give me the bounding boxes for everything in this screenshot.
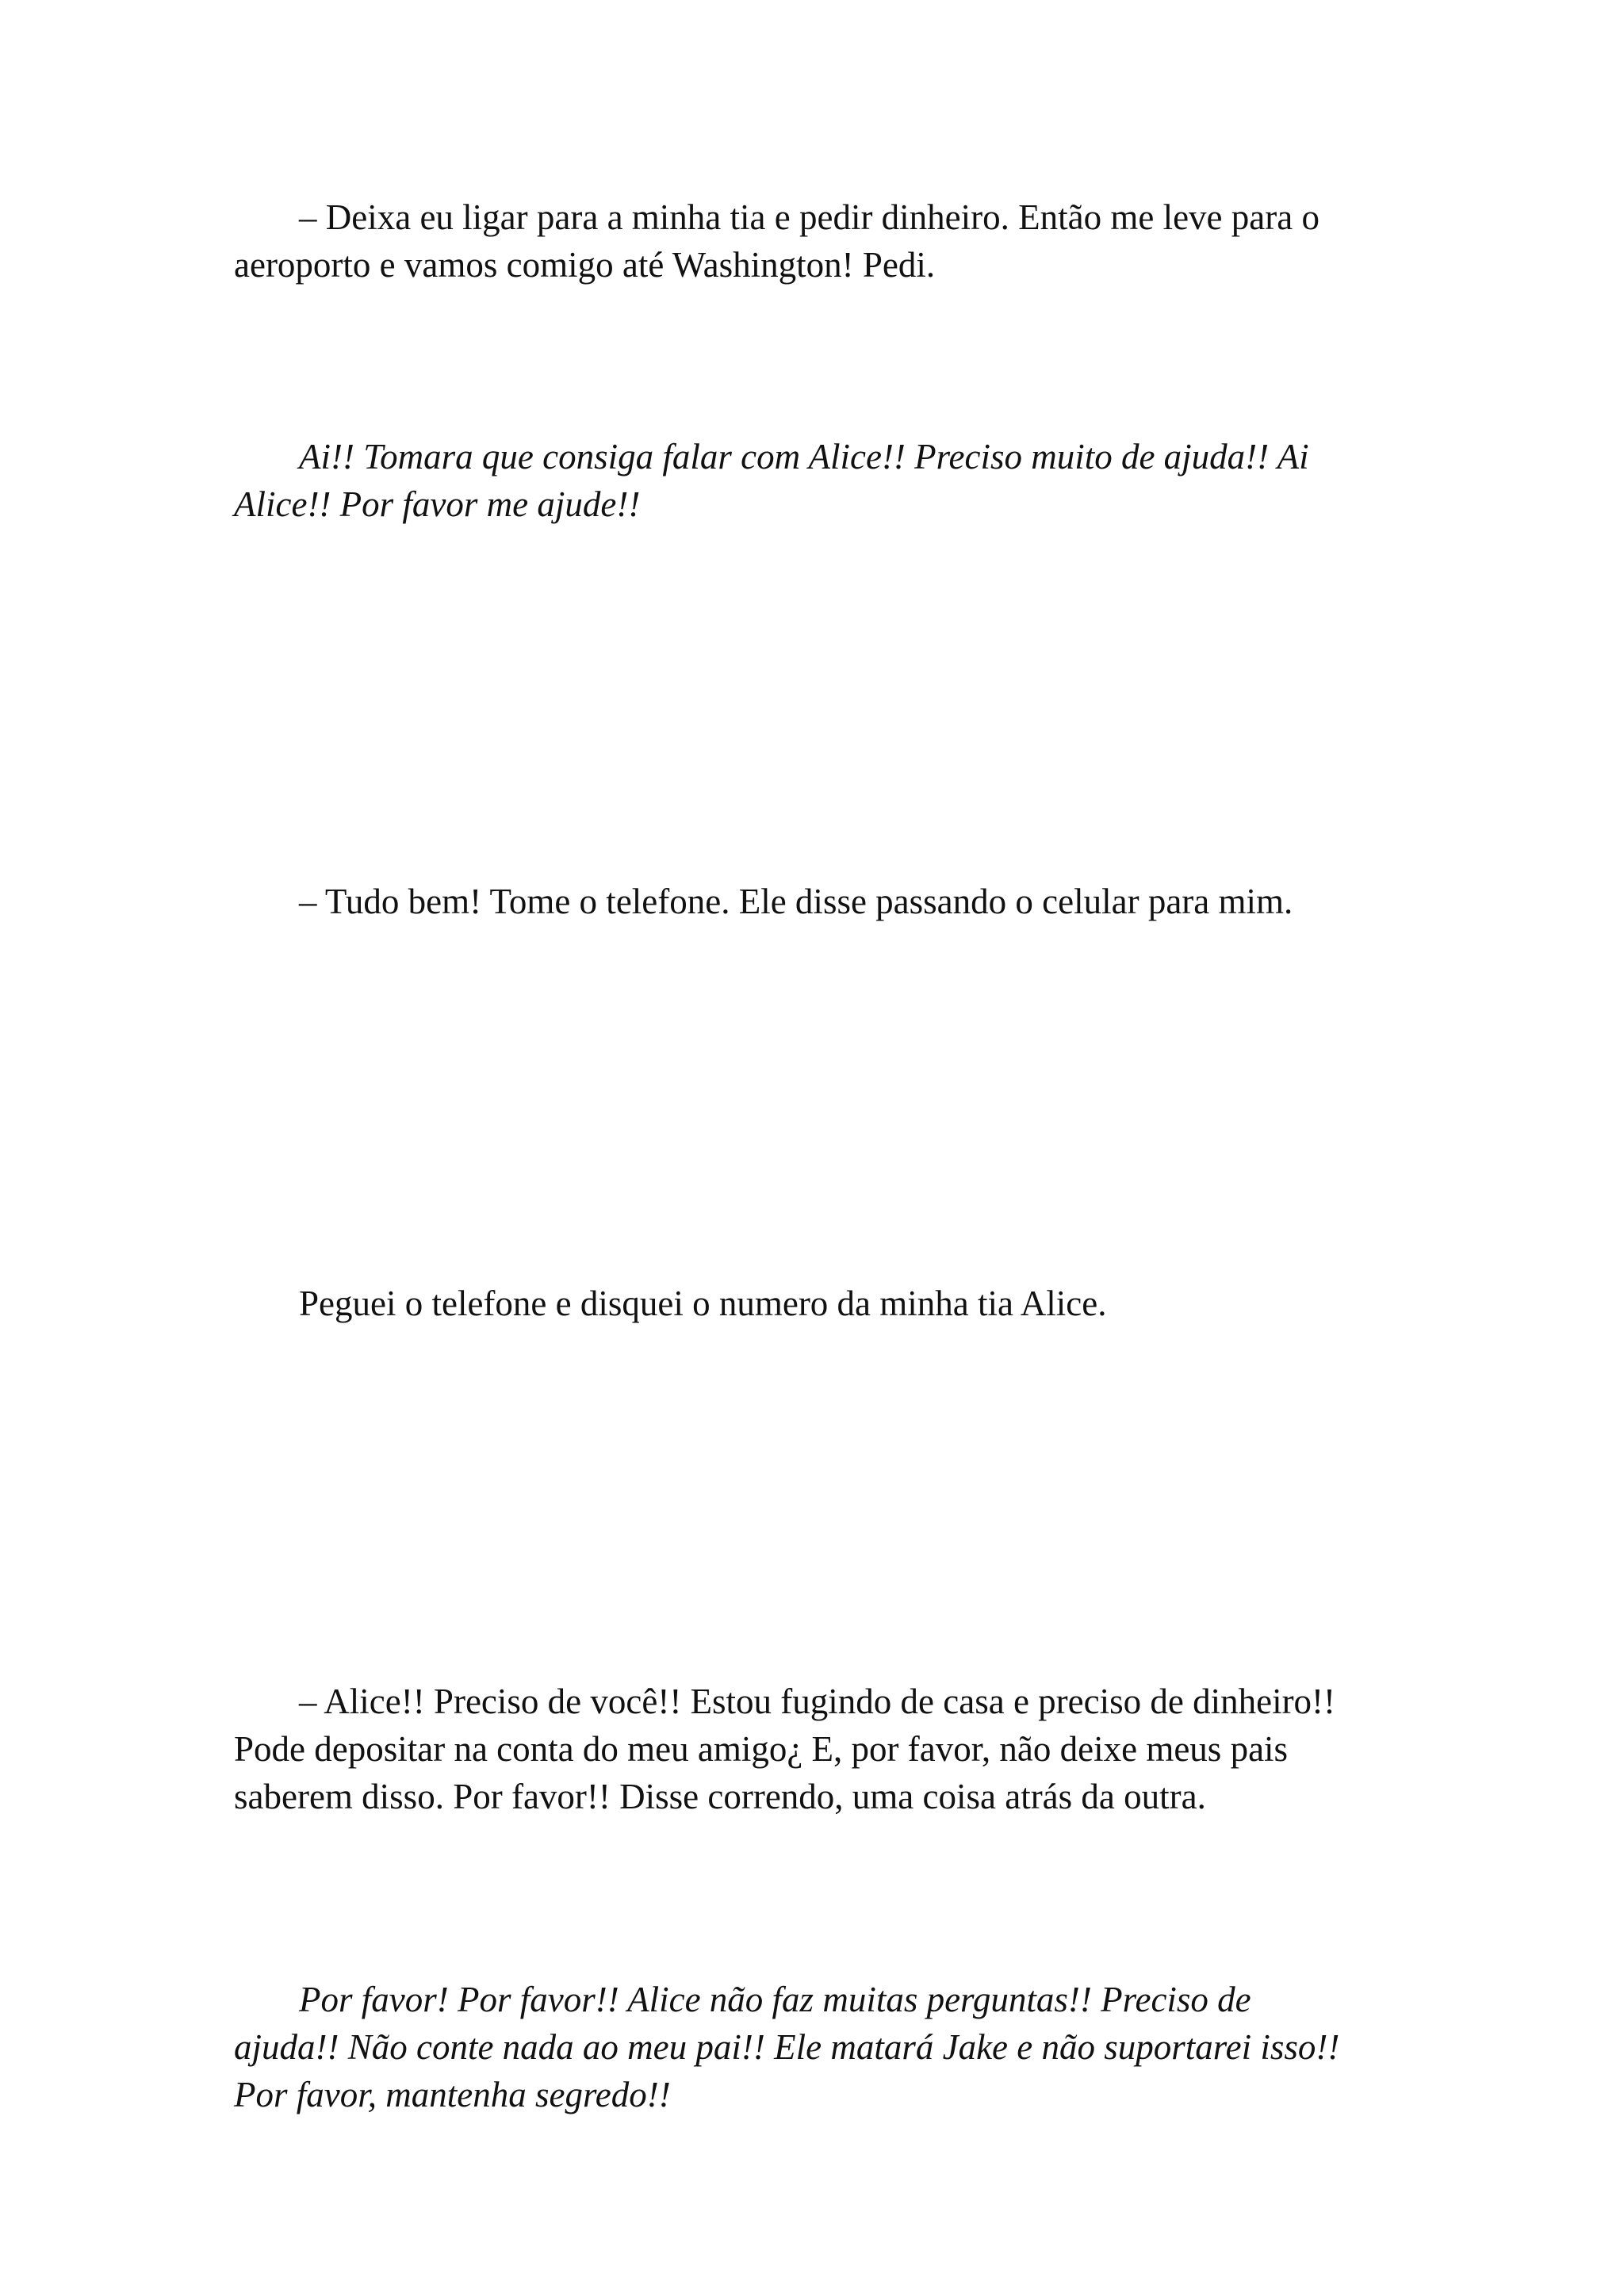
paragraph-5 bbox=[234, 1678, 1392, 1820]
paragraph-1-line-1: – Deixa eu ligar para a minha tia e pedir dinheiro. Então me leve para o bbox=[299, 197, 1320, 237]
paragraph-4-line-1: Peguei o telefone e disquei o numero da minha tia Alice. bbox=[299, 1284, 1107, 1323]
paragraph-2-italic bbox=[234, 433, 1392, 528]
paragraph-3 bbox=[234, 878, 1392, 925]
paragraph-2-line-2: Alice!! Por favor me ajude!! bbox=[234, 484, 641, 524]
paragraph-6-italic bbox=[234, 1976, 1392, 2118]
paragraph-2-line-1: Ai!! Tomara que consiga falar com Alice!! Preciso muito de ajuda!! Ai bbox=[299, 437, 1309, 476]
paragraph-1-line-2: aeroporto e vamos comigo até Washington! Pedi. bbox=[234, 245, 936, 285]
paragraph-6-line-2: ajuda!! Não conte nada ao meu pai!! Ele matará Jake e não suportarei isso!! bbox=[234, 2027, 1340, 2067]
paragraph-4 bbox=[234, 1280, 1392, 1327]
paragraph-6-line-3: Por favor, mantenha segredo!! bbox=[234, 2075, 671, 2114]
paragraph-1 bbox=[234, 193, 1392, 289]
paragraph-5-line-2: Pode depositar na conta do meu amigo¿ E, por favor, não deixe meus pais bbox=[234, 1729, 1289, 1769]
paragraph-5-line-1: – Alice!! Preciso de você!! Estou fugindo de casa e preciso de dinheiro!! bbox=[299, 1682, 1336, 1721]
paragraph-5-line-3: saberem disso. Por favor!! Disse correndo, uma coisa atrás da outra. bbox=[234, 1777, 1206, 1816]
paragraph-6-line-1: Por favor! Por favor!! Alice não faz muitas perguntas!! Preciso de bbox=[299, 1980, 1251, 2019]
paragraph-3-line-1: – Tudo bem! Tome o telefone. Ele disse passando o celular para mim. bbox=[299, 882, 1293, 921]
